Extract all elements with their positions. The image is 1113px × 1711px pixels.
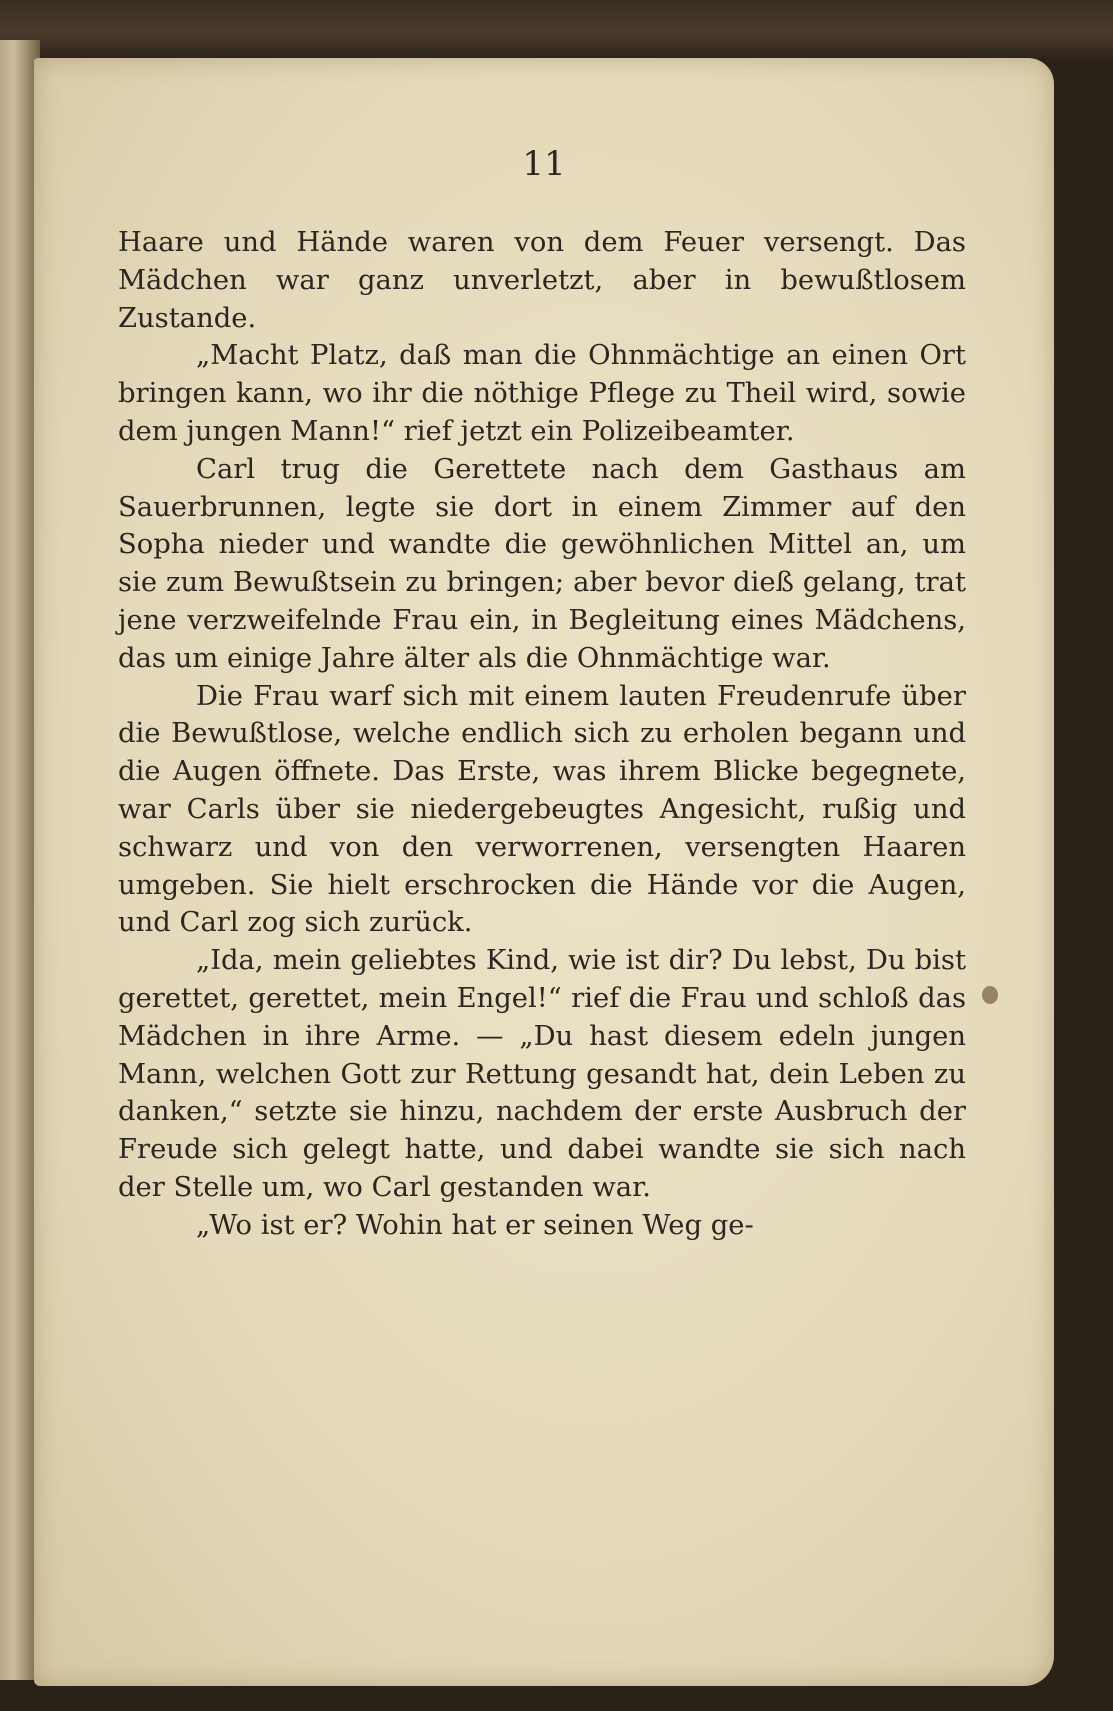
paragraph: Carl trug die Gerettete nach dem Gasthaus am Sauerbrunnen, legte sie dort in einem Zimmer auf den Sopha nieder und wandte die gewöhnlichen Mittel an, um sie zum Bewußtsein zu bringen; aber bevor dieß gelang, trat jene verzweifelnde Frau ein, in Begleitung eines Mädchens, das um einige Jahre älter als die Ohnmächtige war. (118, 453, 966, 674)
paper-stain (982, 986, 998, 1004)
paragraph: Die Frau warf sich mit einem lauten Freudenrufe über die Bewußtlose, welche endlich sich zu erholen begann und die Augen öffnete. Das Erste, was ihrem Blicke begegnete, war Carls über sie niedergebeugtes Angesicht, rußig und schwarz und von den verworrenen, versengten Haaren umgeben. Sie hielt erschrocken die Hände vor die Augen, und Carl zog sich zurück. (118, 680, 966, 939)
book-page (34, 58, 1054, 1686)
paragraph: „Macht Platz, daß man die Ohnmächtige an einen Ort bringen kann, wo ihr die nöthige Pflege zu Theil wird, sowie dem jungen Mann!“ rief jetzt ein Polizeibeamter. (118, 340, 966, 447)
paragraph: „Wo ist er? Wohin hat er seinen Weg ge- (196, 1209, 754, 1241)
paragraph: „Ida, mein geliebtes Kind, wie ist dir? Du lebst, Du bist gerettet, gerettet, mein Engel!“ rief die Frau und schloß das Mädchen in ihre Arme. — „Du hast diesem edeln jungen Mann, welchen Gott zur Rettung gesandt hat, dein Leben zu danken,“ setzte sie hinzu, nachdem der erste Ausbruch der Freude sich gelegt hatte, und dabei wandte sie sich nach der Stelle um, wo Carl gestanden war. (118, 945, 966, 1203)
paragraph: Haare und Hände waren von dem Feuer versengt. Das Mädchen war ganz unverletzt, aber in bewußtlosem Zustande. (118, 227, 966, 334)
page-text (118, 224, 966, 1245)
book-top-edge (0, 0, 1113, 60)
page-number: 11 (522, 144, 566, 184)
